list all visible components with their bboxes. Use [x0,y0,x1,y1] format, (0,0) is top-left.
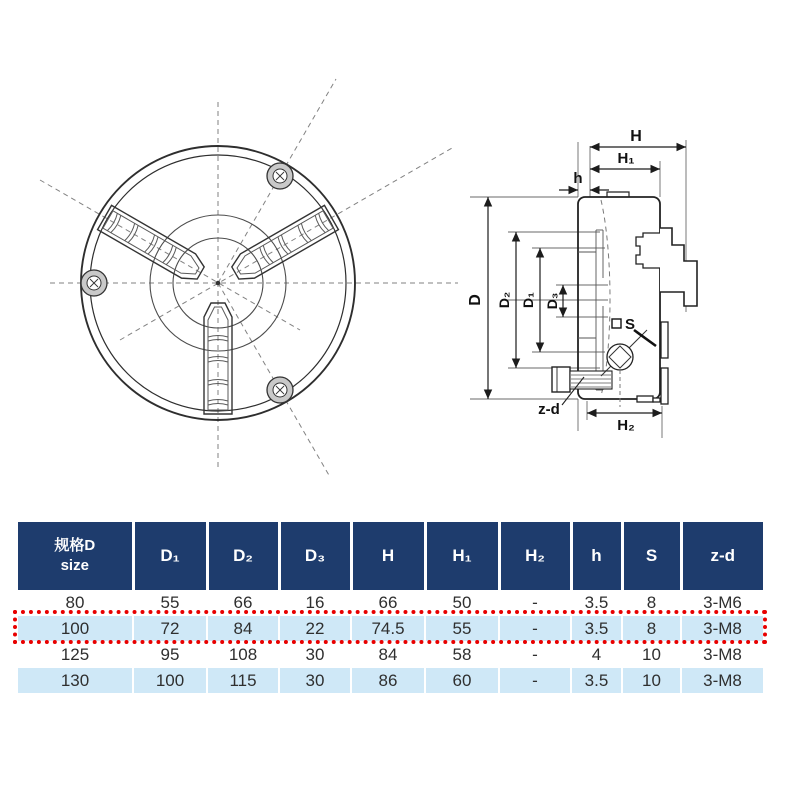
dim-label-H1: H₁ [617,150,635,167]
dim-label-D2: D₂ [496,291,512,309]
header-cell-h-cap: H [351,522,425,590]
spec-cell: 74.5 [351,616,425,642]
header-cell-d1: D₁ [133,522,207,590]
spec-cell: 3-M8 [681,668,763,694]
jaw-tnut [636,233,660,268]
spec-cell: 100 [133,668,207,694]
spec-cell: 66 [207,590,279,616]
side-view [467,128,697,438]
spec-cell: 86 [351,668,425,694]
spec-cell: 84 [207,616,279,642]
spec-cell: 50 [425,590,499,616]
spec-cell: - [499,616,571,642]
chuck-center-point [216,281,221,286]
spec-cell: 10 [622,668,681,694]
spec-cell: 8 [622,590,681,616]
header-cell-h-low: h [571,522,622,590]
spec-cell: 3.5 [571,668,622,694]
spec-cell: - [499,642,571,668]
mount-hole-top-right [267,163,293,189]
scroll-dashed-curve [601,200,610,396]
spec-cell: 10 [622,642,681,668]
mount-hole-left [81,270,107,296]
spec-row-130 [18,668,763,694]
dim-label-D3: D₃ [544,292,560,310]
spec-cell: 55 [133,590,207,616]
jaw-step-profile [660,228,697,306]
spec-cell: 3.5 [571,616,622,642]
spec-cell: 3.5 [571,590,622,616]
spec-cell: 3-M8 [681,616,763,642]
header-cell-d3: D₃ [279,522,351,590]
spec-cell: 3-M6 [681,590,763,616]
header-cell-size [18,522,133,590]
spec-cell: - [499,668,571,694]
dim-label-H: H [630,128,642,145]
spec-row-125 [18,642,763,668]
spec-cell: - [499,590,571,616]
mount-hole-bottom-right [267,377,293,403]
spec-cell: 60 [425,668,499,694]
front-view [40,79,458,477]
spec-cell: 100 [18,616,133,642]
spec-cell: 22 [279,616,351,642]
dim-label-H2: H₂ [617,417,635,434]
spec-cell: 58 [425,642,499,668]
spec-cell: 72 [133,616,207,642]
spec-cell: 3-M8 [681,642,763,668]
spec-row-100-highlighted [18,616,763,642]
spec-cell: 30 [279,668,351,694]
header-cell-zd: z-d [681,522,763,590]
spec-cell: 125 [18,642,133,668]
jaw-upper-right [228,205,338,285]
spec-cell: 108 [207,642,279,668]
dim-label-D: D [467,294,484,306]
spec-cell: 80 [18,590,133,616]
spec-cell: 130 [18,668,133,694]
spec-cell: 95 [133,642,207,668]
square-symbol [612,319,621,328]
spec-cell: 55 [425,616,499,642]
body-internal-lines [578,230,603,390]
spec-cell: 16 [279,590,351,616]
spec-row-80 [18,590,763,616]
spec-cell: 66 [351,590,425,616]
header-cell-h1: H₁ [425,522,499,590]
dim-label-zd: z-d [538,401,560,418]
header-cell-d2: D₂ [207,522,279,590]
dim-label-h: h [573,170,583,187]
header-size-line2: size [60,557,89,574]
dim-label-D1: D₁ [520,292,536,308]
spec-cell: 115 [207,668,279,694]
spec-cell: 30 [279,642,351,668]
spec-cell: 84 [351,642,425,668]
dim-label-S: S [624,316,636,333]
spec-cell: 8 [622,616,681,642]
table-header-row [18,522,763,590]
spec-table [18,522,763,694]
spec-cell: 4 [571,642,622,668]
header-size-line1: 规格D [54,536,96,554]
header-cell-s: S [622,522,681,590]
header-cell-h2: H₂ [499,522,571,590]
